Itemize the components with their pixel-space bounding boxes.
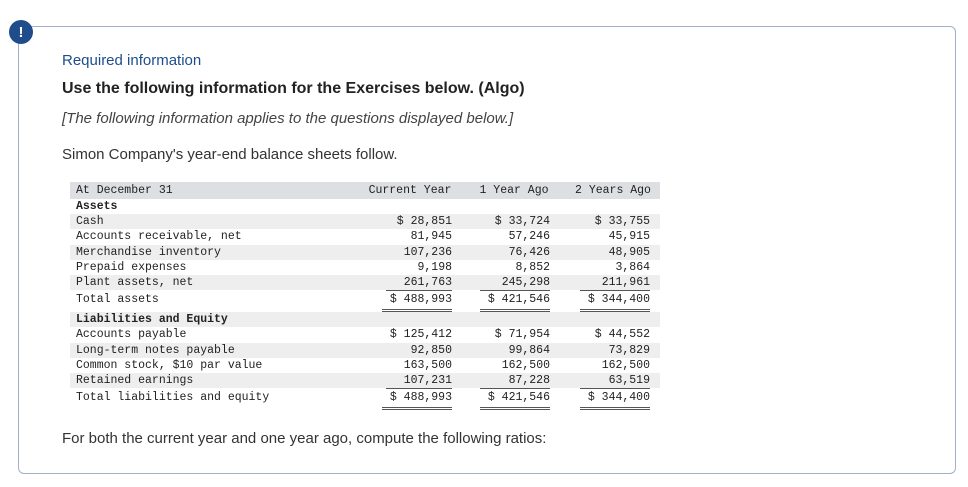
cell-1-year-ago: 162,500 [501,358,550,372]
cell-2-years-ago: $ 344,400 [580,388,650,410]
cell-2-years-ago: $ 44,552 [594,328,650,342]
cell-1-year-ago: 245,298 [480,275,550,291]
cell-current-year: 92,850 [410,343,452,357]
cell-2-years-ago: 162,500 [601,358,650,372]
table-row [70,214,660,229]
row-label: Total assets [76,293,159,307]
cell-current-year: 107,236 [403,245,452,259]
row-label: Total liabilities and equity [76,391,270,405]
cell-2-years-ago: $ 33,755 [594,215,650,229]
header-1-year-ago: 1 Year Ago [479,184,549,197]
table-row [70,229,660,244]
cell-current-year: $ 28,851 [396,215,452,229]
cell-1-year-ago: 76,426 [508,245,550,259]
required-information-title: Required information [62,52,202,69]
header-label: At December 31 [76,184,173,197]
row-label: Accounts receivable, net [76,230,242,244]
assets-heading: Assets [76,200,118,213]
table-header-row [70,182,660,199]
row-label: Cash [76,215,104,229]
row-label: Common stock, $10 par value [76,358,263,372]
exercise-heading: Use the following information for the Exercises below. (Algo) [62,80,525,97]
cell-2-years-ago: 3,864 [615,260,650,274]
liabilities-heading-row [70,312,660,327]
ratios-instruction: For both the current year and one year ago, compute the following ratios: [62,430,547,447]
balance-sheet-table [70,182,660,407]
table-row [70,260,660,275]
cell-1-year-ago: $ 33,724 [494,215,550,229]
row-label: Accounts payable [76,328,187,342]
table-row [70,373,660,388]
cell-current-year: 163,500 [403,358,452,372]
cell-2-years-ago: 48,905 [608,245,650,259]
cell-1-year-ago: $ 421,546 [480,290,550,312]
table-row [70,245,660,260]
header-2-years-ago: 2 Years Ago [575,184,651,197]
table-row [70,327,660,342]
row-label: Plant assets, net [76,275,194,289]
liabilities-heading: Liabilities and Equity [76,313,228,327]
table-row [70,343,660,358]
cell-2-years-ago: $ 344,400 [580,290,650,312]
assets-heading-row [70,199,660,214]
header-current-year: Current Year [368,184,452,197]
cell-current-year: 81,945 [410,230,452,244]
cell-2-years-ago: 211,961 [580,275,650,291]
table-row [70,358,660,373]
row-label: Long-term notes payable [76,343,235,357]
cell-current-year: 261,763 [386,275,452,291]
cell-current-year: $ 488,993 [382,388,452,410]
cell-current-year: $ 125,412 [389,328,452,342]
cell-current-year: 107,231 [386,373,452,389]
table-row [70,275,660,290]
cell-1-year-ago: 99,864 [508,343,550,357]
row-label: Merchandise inventory [76,245,221,259]
cell-1-year-ago: 57,246 [508,230,550,244]
row-label: Prepaid expenses [76,260,187,274]
total-assets-row [70,290,660,309]
cell-current-year: 9,198 [417,260,452,274]
total-liabilities-row [70,388,660,407]
cell-2-years-ago: 63,519 [580,373,650,389]
cell-2-years-ago: 73,829 [608,343,650,357]
info-note: [The following information applies to the questions displayed below.] [62,110,514,127]
cell-1-year-ago: $ 421,546 [480,388,550,410]
row-label: Retained earnings [76,373,194,387]
cell-1-year-ago: $ 71,954 [494,328,550,342]
cell-1-year-ago: 87,228 [480,373,550,389]
intro-text: Simon Company's year-end balance sheets follow. [62,146,398,163]
cell-current-year: $ 488,993 [382,290,452,312]
cell-1-year-ago: 8,852 [515,260,550,274]
cell-2-years-ago: 45,915 [608,230,650,244]
alert-icon: ! [9,20,33,44]
